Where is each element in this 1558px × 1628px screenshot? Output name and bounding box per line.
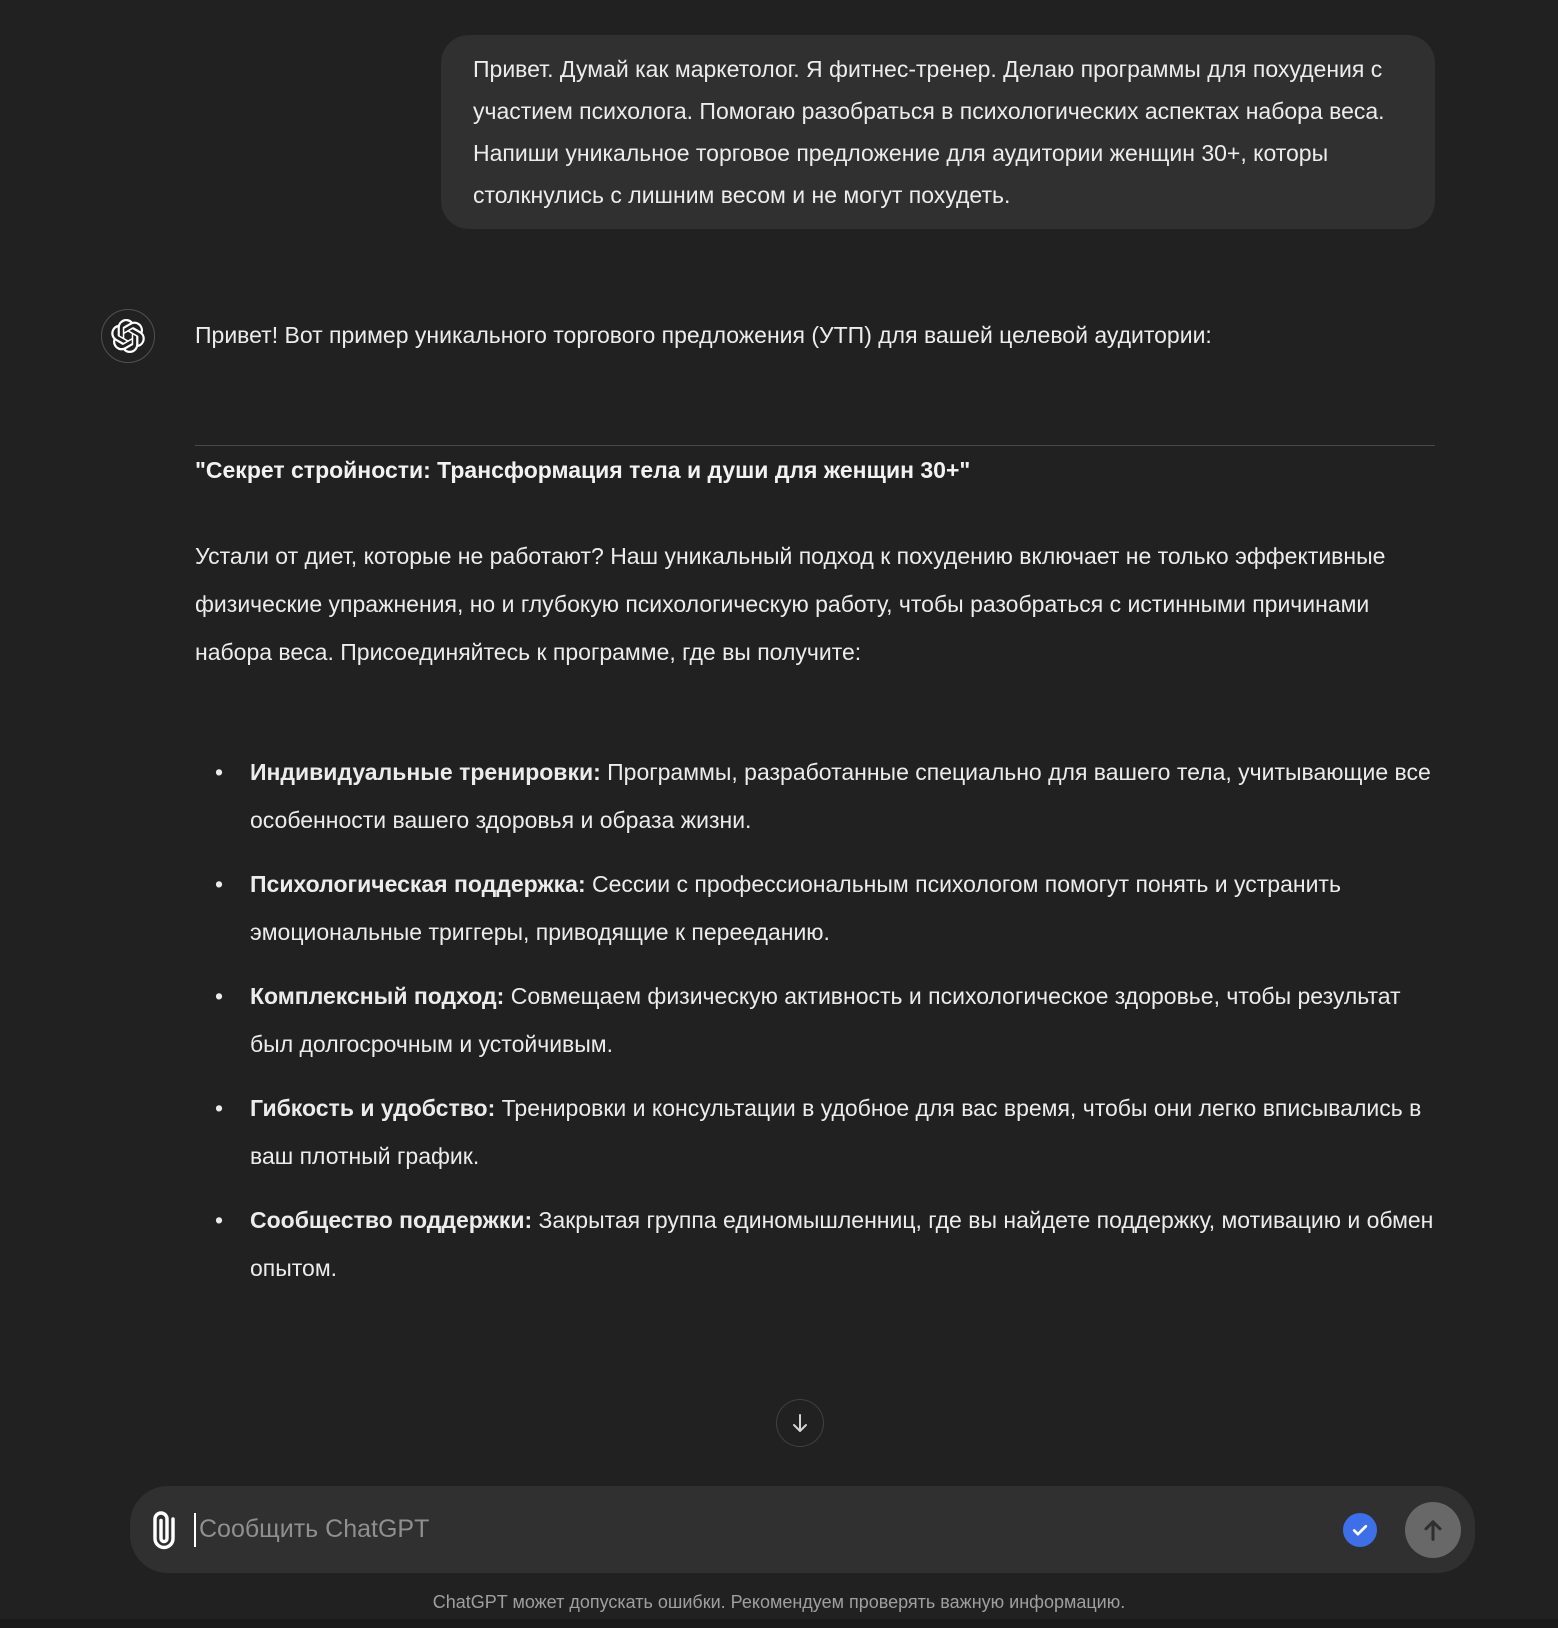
assistant-intro: Привет! Вот пример уникального торгового предложения (УТП) для вашей целевой аудитории:: [195, 322, 1212, 348]
assistant-bullet-list: [195, 748, 1435, 1292]
attach-button[interactable]: [140, 1506, 188, 1554]
list-item: • Психологическая поддержка: Сессии с профессиональным психологом помогут понять и устранить эмоциональные триггеры, приводящие к перееданию.: [195, 860, 1435, 956]
composer-area: [0, 1486, 1558, 1628]
assistant-paragraph: Устали от диет, которые не работают? Наш уникальный подход к похудению включает не только эффективные физические упражнения, но и глубокую психологическую работу, чтобы разобраться с истинными причинами набора веса. Присоединяйтесь к программе, где вы получите:: [195, 543, 1386, 665]
input-placeholder: Сообщить ChatGPT: [199, 1515, 430, 1543]
send-button[interactable]: [1405, 1502, 1461, 1558]
message-composer[interactable]: [130, 1486, 1475, 1573]
paperclip-icon: [139, 1504, 190, 1555]
disclaimer-text: ChatGPT может допускать ошибки. Рекомендуем проверять важную информацию.: [432, 1592, 1126, 1612]
check-icon: [1350, 1520, 1370, 1540]
list-item: • Гибкость и удобство: Тренировки и консультации в удобное для вас время, чтобы они легко вписывались в ваш плотный график.: [195, 1084, 1435, 1180]
openai-logo-icon: [111, 319, 145, 353]
text-cursor: [194, 1513, 196, 1547]
scroll-to-bottom-button[interactable]: [776, 1399, 824, 1447]
confirm-button[interactable]: [1343, 1513, 1377, 1547]
list-item: • Индивидуальные тренировки: Программы, разработанные специально для вашего тела, учитывающие все особенности вашего здоровья и образа жизни.: [195, 748, 1435, 844]
user-message-bubble: Привет. Думай как маркетолог. Я фитнес-тренер. Делаю программы для похудения с участием психолога. Помогаю разобраться в психологических аспектах набора веса. Напиши уникальное торговое предложение для аудитории женщин 30+, которы столкнулись с лишним весом и не могут похудеть.: [441, 35, 1435, 229]
arrow-down-icon: [788, 1411, 812, 1435]
list-item: • Сообщество поддержки: Закрытая группа единомышленниц, где вы найдете поддержку, мотивацию и обмен опытом.: [195, 1196, 1435, 1292]
list-item: • Комплексный подход: Совмещаем физическую активность и психологическое здоровье, чтобы результат был долгосрочным и устойчивым.: [195, 972, 1435, 1068]
arrow-up-icon: [1419, 1516, 1447, 1544]
assistant-message: [195, 311, 1435, 1292]
message-input[interactable]: [194, 1513, 1343, 1547]
bottom-edge: [0, 1619, 1558, 1628]
chatgpt-avatar: [101, 309, 155, 363]
assistant-headline: "Секрет стройности: Трансформация тела и души для женщин 30+": [195, 457, 971, 483]
